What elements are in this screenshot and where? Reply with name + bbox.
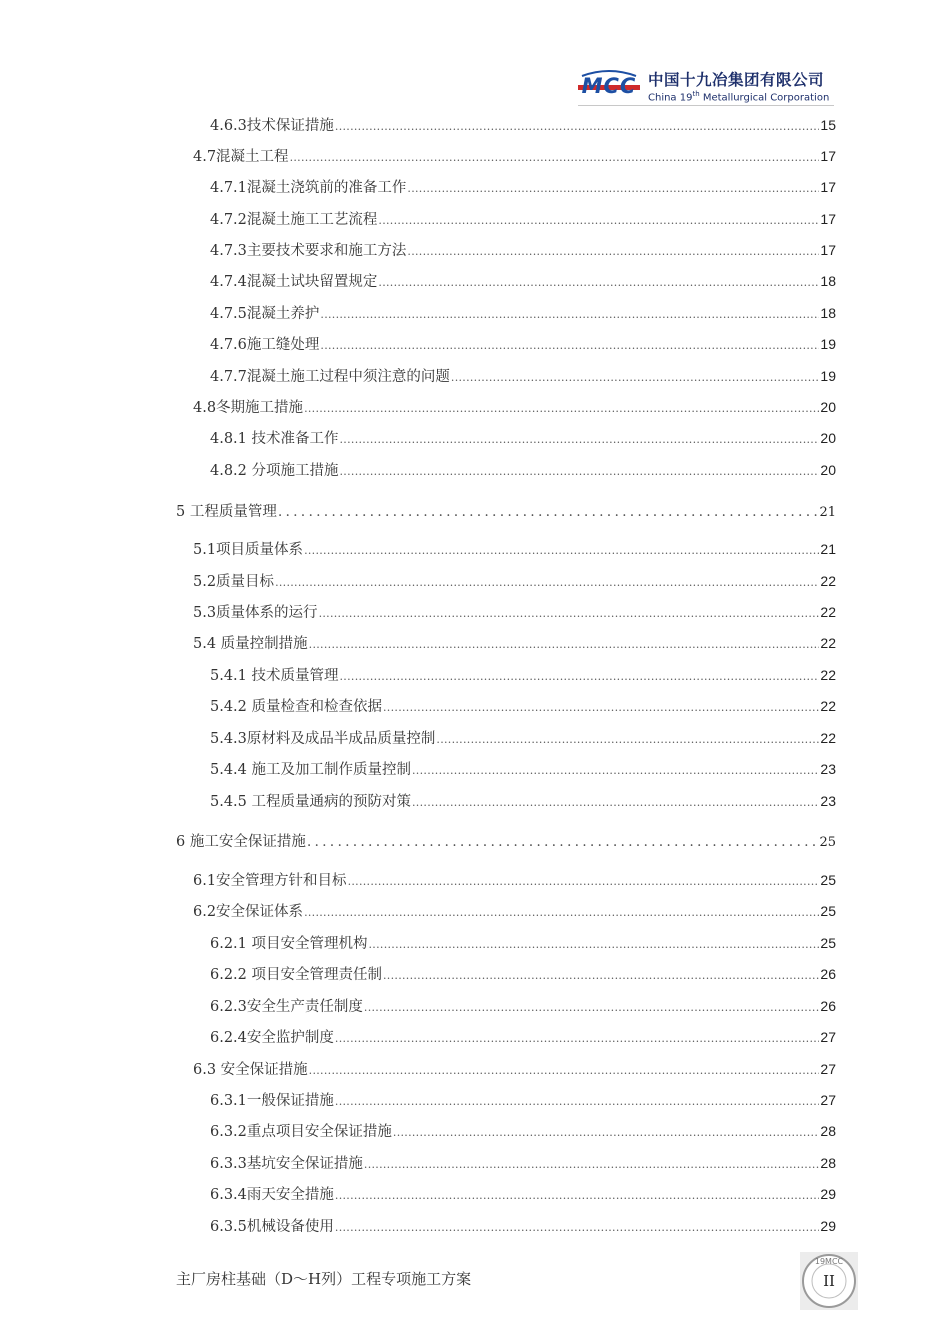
toc-dot-leader xyxy=(335,120,820,133)
toc-dot-leader xyxy=(320,308,819,321)
toc-dot-leader xyxy=(383,701,819,714)
toc-entry-page: 27 xyxy=(820,1061,836,1077)
toc-dot-leader xyxy=(304,906,819,919)
toc-entry[interactable] xyxy=(210,963,836,984)
toc-entry-page: 22 xyxy=(820,667,836,683)
toc-entry[interactable] xyxy=(210,239,836,260)
toc-entry-label: 6.3.4雨天安全措施 xyxy=(210,1187,334,1203)
company-name-cn: 中国十九冶集团有限公司 xyxy=(648,71,825,89)
toc-entry-label: 5.3质量体系的运行 xyxy=(193,605,318,621)
toc-entry[interactable] xyxy=(193,396,836,417)
toc-entry-label: 6.3 安全保证措施 xyxy=(193,1062,308,1078)
toc-entry-page: 28 xyxy=(820,1123,836,1139)
toc-entry[interactable] xyxy=(210,176,836,197)
toc-entry[interactable] xyxy=(210,758,836,779)
toc-entry[interactable] xyxy=(176,830,836,851)
toc-entry-label: 5.1项目质量体系 xyxy=(193,542,304,558)
toc-dot-leader xyxy=(335,1189,820,1202)
logo-mark-text: MCC xyxy=(581,74,637,98)
toc-entry-page: 22 xyxy=(820,604,836,620)
toc-entry-label: 5.2质量目标 xyxy=(193,574,275,590)
toc-entry[interactable] xyxy=(210,427,836,448)
toc-dot-leader xyxy=(309,638,820,651)
toc-entry-label: 4.8.1 技术准备工作 xyxy=(210,431,339,447)
toc-entry-label: 4.7.3主要技术要求和施工方法 xyxy=(210,243,407,259)
toc-entry-label: 4.6.3技术保证措施 xyxy=(210,118,334,134)
toc-entry[interactable] xyxy=(210,1152,836,1173)
toc-entry-page: 22 xyxy=(820,730,836,746)
toc-entry-page: 22 xyxy=(820,573,836,589)
toc-entry-page: 18 xyxy=(820,273,836,289)
toc-dot-leader xyxy=(364,1001,820,1014)
toc-entry-label: 5 工程质量管理 xyxy=(176,504,277,520)
toc-entry-label: 6.3.1一般保证措施 xyxy=(210,1093,334,1109)
toc-entry-label: 4.8.2 分项施工措施 xyxy=(210,463,339,479)
toc-entry-label: 4.7.5混凝土养护 xyxy=(210,306,320,322)
toc-dot-leader xyxy=(451,371,820,384)
toc-dot-leader xyxy=(335,1221,820,1234)
toc-entry[interactable] xyxy=(210,333,836,354)
toc-entry[interactable] xyxy=(193,869,836,890)
toc-dot-leader xyxy=(304,544,819,557)
toc-entry-page: 17 xyxy=(820,211,836,227)
toc-entry-page: 23 xyxy=(820,761,836,777)
toc-dot-leader xyxy=(278,504,819,520)
toc-dot-leader xyxy=(378,276,819,289)
toc-dot-leader xyxy=(407,245,819,258)
toc-entry[interactable] xyxy=(176,500,836,521)
toc-entry[interactable] xyxy=(210,1215,836,1236)
toc-dot-leader xyxy=(307,834,819,850)
toc-entry-page: 18 xyxy=(820,305,836,321)
toc-entry-page: 27 xyxy=(820,1092,836,1108)
toc-entry-label: 4.7混凝土工程 xyxy=(193,149,289,165)
toc-dot-leader xyxy=(369,938,820,951)
toc-entry-page: 17 xyxy=(820,242,836,258)
toc-entry[interactable] xyxy=(193,601,836,622)
toc-entry-page: 21 xyxy=(819,505,836,520)
toc-entry[interactable] xyxy=(210,995,836,1016)
toc-entry-label: 5.4.3原材料及成品半成品质量控制 xyxy=(210,731,436,747)
toc-entry[interactable] xyxy=(193,570,836,591)
toc-entry-page: 25 xyxy=(820,872,836,888)
toc-entry[interactable] xyxy=(210,114,836,135)
toc-entry-label: 6.2.1 项目安全管理机构 xyxy=(210,936,368,952)
toc-dot-leader xyxy=(412,764,819,777)
toc-entry-label: 4.7.1混凝土浇筑前的准备工作 xyxy=(210,180,407,196)
toc-entry-label: 6.2.2 项目安全管理责任制 xyxy=(210,967,383,983)
toc-entry[interactable] xyxy=(210,459,836,480)
toc-entry-label: 5.4.5 工程质量通病的预防对策 xyxy=(210,794,412,810)
toc-entry-label: 5.4.4 施工及加工制作质量控制 xyxy=(210,762,412,778)
toc-entry-page: 17 xyxy=(820,148,836,164)
toc-entry-label: 4.7.6施工缝处理 xyxy=(210,337,320,353)
toc-entry[interactable] xyxy=(193,538,836,559)
toc-entry[interactable] xyxy=(193,900,836,921)
toc-entry[interactable] xyxy=(210,932,836,953)
toc-dot-leader xyxy=(319,607,820,620)
toc-entry-label: 6.3.2重点项目安全保证措施 xyxy=(210,1124,392,1140)
toc-entry[interactable] xyxy=(210,208,836,229)
toc-dot-leader xyxy=(320,339,819,352)
toc-entry-page: 29 xyxy=(820,1186,836,1202)
toc-entry-label: 6 施工安全保证措施 xyxy=(176,834,306,850)
toc-entry[interactable] xyxy=(210,727,836,748)
toc-entry-page: 25 xyxy=(819,835,836,850)
toc-entry[interactable] xyxy=(210,365,836,386)
toc-dot-leader xyxy=(412,796,819,809)
toc-dot-leader xyxy=(335,1095,820,1108)
toc-entry-label: 6.2.4安全监护制度 xyxy=(210,1030,334,1046)
toc-entry[interactable] xyxy=(210,1026,836,1047)
svg-text:19MCC: 19MCC xyxy=(814,1257,844,1266)
toc-dot-leader xyxy=(309,1064,820,1077)
toc-dot-leader xyxy=(290,151,820,164)
toc-entry-page: 28 xyxy=(820,1155,836,1171)
toc-entry[interactable] xyxy=(210,1183,836,1204)
toc-entry-page: 25 xyxy=(820,903,836,919)
toc-entry-page: 26 xyxy=(820,966,836,982)
toc-dot-leader xyxy=(378,214,819,227)
header-divider xyxy=(578,105,834,106)
toc-entry-page: 17 xyxy=(820,179,836,195)
toc-dot-leader xyxy=(340,465,820,478)
toc-entry-label: 4.7.4混凝土试块留置规定 xyxy=(210,274,378,290)
toc-entry-page: 19 xyxy=(820,368,836,384)
company-logo xyxy=(578,66,834,106)
toc-entry-page: 21 xyxy=(820,541,836,557)
toc-entry-page: 19 xyxy=(820,336,836,352)
toc-dot-leader xyxy=(340,670,820,683)
toc-entry[interactable] xyxy=(193,1058,836,1079)
toc-entry-page: 20 xyxy=(820,462,836,478)
toc-entry[interactable] xyxy=(193,145,836,166)
toc-entry-page: 29 xyxy=(820,1218,836,1234)
toc-dot-leader xyxy=(275,576,819,589)
toc-entry[interactable] xyxy=(210,270,836,291)
toc-entry-page: 25 xyxy=(820,935,836,951)
toc-entry-label: 4.7.2混凝土施工工艺流程 xyxy=(210,212,378,228)
toc-entry-label: 4.8冬期施工措施 xyxy=(193,400,304,416)
toc-entry-page: 20 xyxy=(820,430,836,446)
toc-dot-leader xyxy=(364,1158,820,1171)
toc-dot-leader xyxy=(436,733,819,746)
toc-entry-page: 23 xyxy=(820,793,836,809)
toc-entry-label: 6.2安全保证体系 xyxy=(193,904,304,920)
toc-dot-leader xyxy=(304,402,819,415)
toc-dot-leader xyxy=(383,969,819,982)
toc-entry-label: 6.3.5机械设备使用 xyxy=(210,1219,334,1235)
toc-entry[interactable] xyxy=(210,664,836,685)
toc-entry-label: 5.4 质量控制措施 xyxy=(193,636,308,652)
document-title: 主厂房柱基础（D～H列）工程专项施工方案 xyxy=(176,1270,472,1288)
toc-entry[interactable] xyxy=(210,790,836,811)
toc-entry-page: 22 xyxy=(820,635,836,651)
toc-entry-page: 20 xyxy=(820,399,836,415)
toc-dot-leader xyxy=(393,1126,820,1139)
toc-entry-page: 26 xyxy=(820,998,836,1014)
company-seal xyxy=(800,1252,858,1310)
toc-entry-page: 27 xyxy=(820,1029,836,1045)
toc-entry-label: 4.7.7混凝土施工过程中须注意的问题 xyxy=(210,369,450,385)
page-number: II xyxy=(823,1272,835,1290)
toc-entry-page: 15 xyxy=(820,117,836,133)
toc-dot-leader xyxy=(407,182,819,195)
toc-entry-label: 5.4.1 技术质量管理 xyxy=(210,668,339,684)
toc-entry-label: 6.2.3安全生产责任制度 xyxy=(210,999,363,1015)
toc-entry[interactable] xyxy=(210,302,836,323)
toc-dot-leader xyxy=(335,1032,820,1045)
company-name-en: China 19th Metallurgical Corporation xyxy=(648,90,830,104)
toc-entry-label: 6.3.3基坑安全保证措施 xyxy=(210,1156,363,1172)
toc-entry-label: 5.4.2 质量检查和检查依据 xyxy=(210,699,383,715)
toc-dot-leader xyxy=(340,433,820,446)
toc-entry-page: 22 xyxy=(820,698,836,714)
toc-entry-label: 6.1安全管理方针和目标 xyxy=(193,873,347,889)
toc-entry[interactable] xyxy=(210,695,836,716)
toc-entry[interactable] xyxy=(210,1120,836,1141)
toc-entry[interactable] xyxy=(193,632,836,653)
toc-entry[interactable] xyxy=(210,1089,836,1110)
toc-dot-leader xyxy=(348,875,820,888)
